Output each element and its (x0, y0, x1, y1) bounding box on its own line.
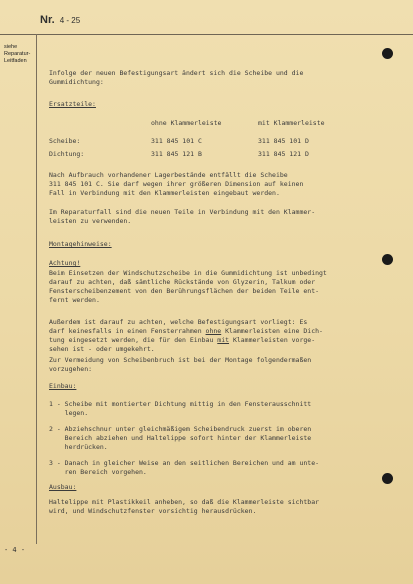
paragraph-line: fernt werden. (49, 296, 100, 304)
paragraph-line: Zur Vermeidung von Scheibenbruch ist bei der Montage folgendermaßen (49, 356, 312, 364)
text-run: darf keinesfalls in einen Fensterrahmen (49, 327, 206, 335)
paragraph-line (49, 327, 323, 336)
ausbau-heading: Ausbau: (49, 483, 77, 491)
number-label: Nr. (40, 14, 55, 26)
paragraph-line: darauf zu achten, daß sämtliche Rückstände von Glyzerin, Talkum oder (49, 278, 316, 286)
ersatzteile-heading: Ersatzteile: (49, 100, 96, 108)
part-number: 311 845 121 B (151, 150, 202, 158)
step-line: legen. (49, 409, 89, 417)
table-row-label: Scheibe: (49, 137, 81, 145)
paragraph-line: Fall in Verbindung mit den Klammerleisten eingebaut werden. (49, 189, 280, 197)
step-line: 3 - Danach in gleicher Weise an den seitlichen Bereichen und am unte- (49, 459, 320, 467)
paragraph-line: Haltelippe mit Plastikkeil anheben, so daß die Klammerleiste sichtbar (49, 498, 320, 506)
emphasis-mit: mit (217, 336, 230, 344)
margin-rule (36, 34, 37, 544)
table-header-mit: mit Klammerleiste (258, 119, 325, 127)
montage-heading: Montagehinweise: (49, 240, 112, 248)
punch-hole (382, 473, 393, 484)
paragraph-line: leisten zu verwenden. (49, 217, 132, 225)
text-run: tung eingesetzt werden, die für den Einbau (49, 336, 218, 344)
punch-hole (382, 48, 393, 59)
paragraph-line: vorzugehen: (49, 365, 93, 373)
margin-note-line: Leitfaden (4, 58, 27, 64)
punch-hole (382, 254, 393, 265)
step-line: ren Bereich vorgehen. (49, 468, 147, 476)
step-line: 2 - Abziehschnur unter gleichmäßigem Scheibendruck zuerst im oberen (49, 425, 312, 433)
step-line: Bereich abziehen und Haltelippe sofort hinter der Klammerleiste (49, 434, 312, 442)
intro-line: Infolge der neuen Befestigungsart ändert sich die Scheibe und die (49, 69, 304, 77)
page-number: - 4 - (4, 546, 26, 554)
number-value: 4 - 25 (59, 16, 81, 25)
step-line: herdrücken. (49, 443, 108, 451)
document-number (40, 14, 80, 26)
intro-line: Gummidichtung: (49, 78, 104, 86)
paragraph-line: Beim Einsetzen der Windschutzscheibe in die Gummidichtung ist unbedingt (49, 269, 327, 277)
paragraph-line: sehen ist - oder umgekehrt. (49, 345, 155, 353)
step-line: 1 - Scheibe mit montierter Dichtung mittig in den Fensterausschnitt (49, 400, 312, 408)
text-run: Klammerleisten eine Dich- (221, 327, 323, 335)
table-row-label: Dichtung: (49, 150, 85, 158)
part-number: 311 845 121 D (258, 150, 309, 158)
paragraph-line: wird, und Windschutzfenster vorsichtig herausdrücken. (49, 507, 257, 515)
part-number: 311 845 101 D (258, 137, 309, 145)
paragraph-line: 311 845 101 C. Sie darf wegen ihrer größeren Dimension auf keinen (49, 180, 304, 188)
paragraph-line: Fensterscheibenzement von den Berührungsflächen der beiden Teile ent- (49, 287, 320, 295)
part-number: 311 845 101 C (151, 137, 202, 145)
margin-note-line: Reparatur- (4, 51, 31, 57)
paragraph-line: Nach Aufbrauch vorhandener Lagerbestände entfällt die Scheibe (49, 171, 288, 179)
margin-note (4, 44, 30, 65)
text-run: Klammerleisten vorge- (229, 336, 316, 344)
emphasis-ohne: ohne (205, 327, 222, 335)
paragraph-line: Im Reparaturfall sind die neuen Teile in Verbindung mit den Klammer- (49, 208, 316, 216)
einbau-heading: Einbau: (49, 382, 77, 390)
paragraph-line (49, 336, 315, 345)
achtung-heading: Achtung! (49, 259, 81, 267)
table-header-ohne: ohne Klammerleiste (151, 119, 222, 127)
margin-note-line: siehe (4, 44, 18, 50)
header-rule (0, 34, 413, 35)
paragraph-line: Außerdem ist darauf zu achten, welche Befestigungsart vorliegt: Es (49, 318, 308, 326)
